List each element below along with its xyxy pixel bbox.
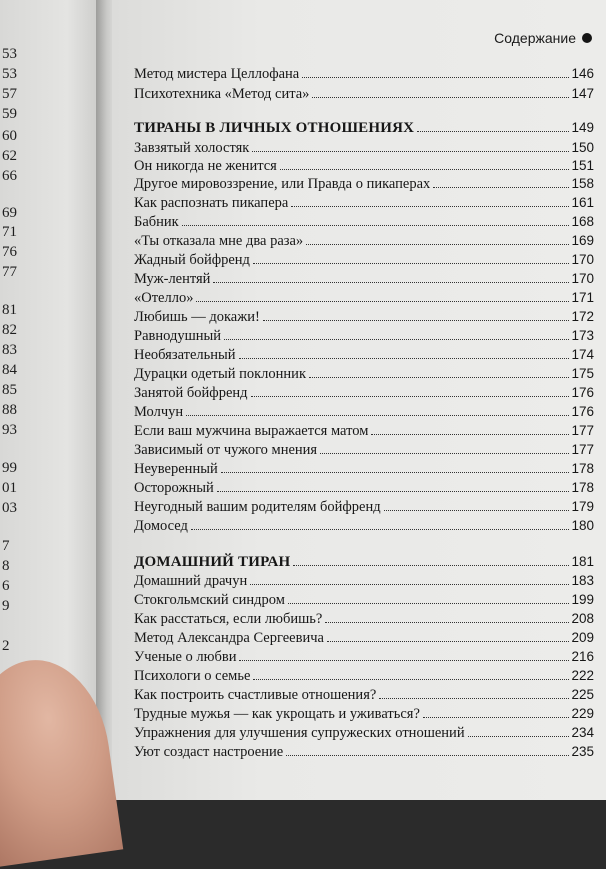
dot-leader	[312, 97, 569, 98]
toc-entry-title: Любишь — докажи!	[134, 309, 260, 325]
toc-entry-page: 234	[571, 725, 594, 740]
dot-leader	[302, 77, 569, 78]
toc-entry-title: Осторожный	[134, 480, 214, 496]
dot-leader	[213, 282, 569, 283]
left-page-number: 77	[2, 264, 17, 280]
toc-entry	[134, 442, 594, 459]
toc-entry-title: «Ты отказала мне два раза»	[134, 233, 304, 249]
toc-entry-page: 171	[571, 290, 594, 305]
left-page-number: 9	[2, 598, 10, 614]
dot-leader	[320, 453, 569, 454]
toc-entry-page: 169	[571, 233, 594, 248]
left-page-number: 69	[2, 205, 17, 221]
toc-entry-page: 183	[571, 573, 594, 588]
left-page-number: 60	[2, 128, 17, 144]
dot-leader	[217, 491, 570, 492]
toc-entry-title: ТИРАНЫ В ЛИЧНЫХ ОТНОШЕНИЯХ	[134, 120, 415, 136]
toc-entry	[134, 630, 594, 647]
toc-entry-title: Стокгольмский синдром	[134, 592, 285, 608]
dot-leader	[239, 660, 569, 661]
toc-entry-title: Неуверенный	[134, 461, 218, 477]
toc-entry-page: 158	[571, 176, 594, 191]
dot-leader	[325, 622, 569, 623]
toc-entry-title: Метод Александра Сергеевича	[134, 630, 324, 646]
toc-entry-page: 170	[571, 252, 594, 267]
toc-entry-page: 222	[571, 668, 594, 683]
toc-entry	[134, 252, 594, 269]
toc-entry	[134, 573, 594, 590]
toc-entry-title: Если ваш мужчина выражается матом	[134, 423, 369, 439]
left-page-number: 71	[2, 224, 17, 240]
toc-entry-title: Дурацки одетый поклонник	[134, 366, 306, 382]
toc-entry-page: 174	[571, 347, 594, 362]
toc-entry-title: Другое мировоззрение, или Правда о пикаперах	[134, 176, 431, 192]
toc-entry	[134, 687, 594, 704]
left-page-number: 03	[2, 500, 17, 516]
toc-entry	[134, 176, 594, 193]
dot-leader	[371, 434, 569, 435]
toc-entry	[134, 706, 594, 723]
header-title: Содержание	[494, 30, 576, 46]
toc-entry	[134, 290, 594, 307]
dot-leader	[288, 603, 570, 604]
toc-entry-page: 178	[571, 480, 594, 495]
dot-leader	[196, 301, 569, 302]
dot-leader	[250, 584, 569, 585]
toc-entry-page: 147	[571, 86, 594, 101]
dot-leader	[384, 510, 570, 511]
toc-entry-page: 151	[571, 158, 594, 173]
toc-entry-title: Трудные мужья — как укрощать и уживаться?	[134, 706, 420, 722]
toc-entry-title: Необязательный	[134, 347, 236, 363]
dot-leader	[252, 151, 569, 152]
dot-leader	[293, 565, 569, 566]
toc-entry-title: Как распознать пикапера	[134, 195, 289, 211]
dot-leader	[379, 698, 569, 699]
toc-entry-page: 208	[571, 611, 594, 626]
toc-entry-title: Упражнения для улучшения супружеских отношений	[134, 725, 465, 741]
left-page-number: 93	[2, 422, 17, 438]
toc-entry-page: 176	[571, 404, 594, 419]
right-page	[112, 0, 606, 800]
toc-entry	[134, 480, 594, 497]
toc-entry	[134, 649, 594, 666]
dot-leader	[433, 187, 569, 188]
toc-entry-title: Равнодушный	[134, 328, 221, 344]
toc-entry	[134, 404, 594, 421]
toc-entry-title: Неугодный вашим родителям бойфренд	[134, 499, 381, 515]
toc-entry	[134, 86, 594, 103]
toc-entry-page: 179	[571, 499, 594, 514]
left-page-number: 81	[2, 302, 17, 318]
toc-entry-page: 175	[571, 366, 594, 381]
left-page-number: 82	[2, 322, 17, 338]
toc-entry	[134, 347, 594, 364]
toc-entry-title: Жадный бойфренд	[134, 252, 250, 268]
toc-entry-page: 177	[571, 423, 594, 438]
toc-entry	[134, 158, 594, 175]
left-page-number: 57	[2, 86, 17, 102]
toc-entry	[134, 611, 594, 628]
left-page-number: 8	[2, 558, 10, 574]
toc-entry-title: Метод мистера Целлофана	[134, 66, 300, 82]
toc-entry-title: Он никогда не женится	[134, 158, 277, 174]
left-page-number: 99	[2, 460, 17, 476]
dot-leader	[291, 206, 569, 207]
toc-entry	[134, 140, 594, 157]
dot-leader	[280, 169, 570, 170]
toc-entry-title: Зависимый от чужого мнения	[134, 442, 318, 458]
toc-entry-page: 229	[571, 706, 594, 721]
dot-leader	[309, 377, 569, 378]
toc-entry	[134, 233, 594, 250]
toc-entry-title: ДОМАШНИЙ ТИРАН	[134, 554, 291, 570]
toc-entry-page: 216	[571, 649, 594, 664]
dot-leader	[224, 339, 569, 340]
page-header	[494, 30, 592, 46]
left-page-number: 62	[2, 148, 17, 164]
toc-entry-page: 168	[571, 214, 594, 229]
dot-leader	[186, 415, 569, 416]
left-page-number: 84	[2, 362, 17, 378]
toc-entry-title: Молчун	[134, 404, 184, 420]
toc-entry	[134, 271, 594, 288]
toc-entry	[134, 592, 594, 609]
toc-section-heading	[134, 554, 594, 571]
toc-entry	[134, 461, 594, 478]
left-page-number: 6	[2, 578, 10, 594]
dot-leader	[263, 320, 570, 321]
toc-entry-title: «Отелло»	[134, 290, 194, 306]
dot-leader	[251, 396, 570, 397]
toc-entry-page: 170	[571, 271, 594, 286]
left-page-number: 76	[2, 244, 17, 260]
toc-entry-page: 173	[571, 328, 594, 343]
toc-entry-title: Домосед	[134, 518, 188, 534]
left-page-number: 53	[2, 46, 17, 62]
toc-entry	[134, 725, 594, 742]
toc-entry-title: Домашний драчун	[134, 573, 248, 589]
toc-entry-page: 172	[571, 309, 594, 324]
toc-entry-page: 150	[571, 140, 594, 155]
dot-leader	[423, 717, 570, 718]
toc-entry-page: 177	[571, 442, 594, 457]
toc-entry	[134, 66, 594, 83]
toc-entry-page: 225	[571, 687, 594, 702]
left-page-number: 66	[2, 168, 17, 184]
dot-leader	[306, 244, 569, 245]
toc-entry-title: Бабник	[134, 214, 179, 230]
toc-entry-page: 178	[571, 461, 594, 476]
toc-entry-page: 209	[571, 630, 594, 645]
toc-entry-page: 146	[571, 66, 594, 81]
toc-entry	[134, 668, 594, 685]
toc-entry-title: Завзятый холостяк	[134, 140, 250, 156]
toc-entry	[134, 385, 594, 402]
left-page-number: 53	[2, 66, 17, 82]
toc-entry-title: Психологи о семье	[134, 668, 251, 684]
dot-leader	[286, 755, 569, 756]
toc-entry-page: 149	[571, 120, 594, 135]
toc-entry-title: Психотехника «Метод сита»	[134, 86, 310, 102]
toc-entry-page: 199	[571, 592, 594, 607]
left-page-number: 7	[2, 538, 10, 554]
bullet-icon	[582, 33, 592, 43]
toc-entry	[134, 328, 594, 345]
toc-entry-title: Муж-лентяй	[134, 271, 211, 287]
left-page-number: 88	[2, 402, 17, 418]
toc-entry	[134, 499, 594, 516]
toc-entry	[134, 195, 594, 212]
toc-entry-page: 180	[571, 518, 594, 533]
dot-leader	[191, 529, 570, 530]
toc-entry-title: Уют создаст настроение	[134, 744, 284, 760]
left-page-number: 83	[2, 342, 17, 358]
toc-entry	[134, 518, 594, 535]
dot-leader	[253, 679, 569, 680]
toc-entry	[134, 214, 594, 231]
toc-section-heading	[134, 120, 594, 137]
dot-leader	[417, 131, 569, 132]
dot-leader	[253, 263, 570, 264]
dot-leader	[182, 225, 570, 226]
dot-leader	[239, 358, 570, 359]
toc-entry-page: 161	[571, 195, 594, 210]
dot-leader	[327, 641, 570, 642]
toc-entry-title: Как построить счастливые отношения?	[134, 687, 377, 703]
toc-entry-title: Ученые о любви	[134, 649, 237, 665]
left-page-number: 01	[2, 480, 17, 496]
left-page-number: 2	[2, 638, 10, 654]
toc-entry-page: 235	[571, 744, 594, 759]
toc-entry	[134, 309, 594, 326]
toc-entry	[134, 744, 594, 761]
dot-leader	[468, 736, 570, 737]
toc-entry	[134, 366, 594, 383]
dot-leader	[221, 472, 570, 473]
left-page-number: 59	[2, 106, 17, 122]
toc-entry-title: Занятой бойфренд	[134, 385, 248, 401]
toc-entry	[134, 423, 594, 440]
toc-entry-page: 181	[571, 554, 594, 569]
toc-entry-title: Как расстаться, если любишь?	[134, 611, 323, 627]
left-page-number: 85	[2, 382, 17, 398]
toc-entry-page: 176	[571, 385, 594, 400]
